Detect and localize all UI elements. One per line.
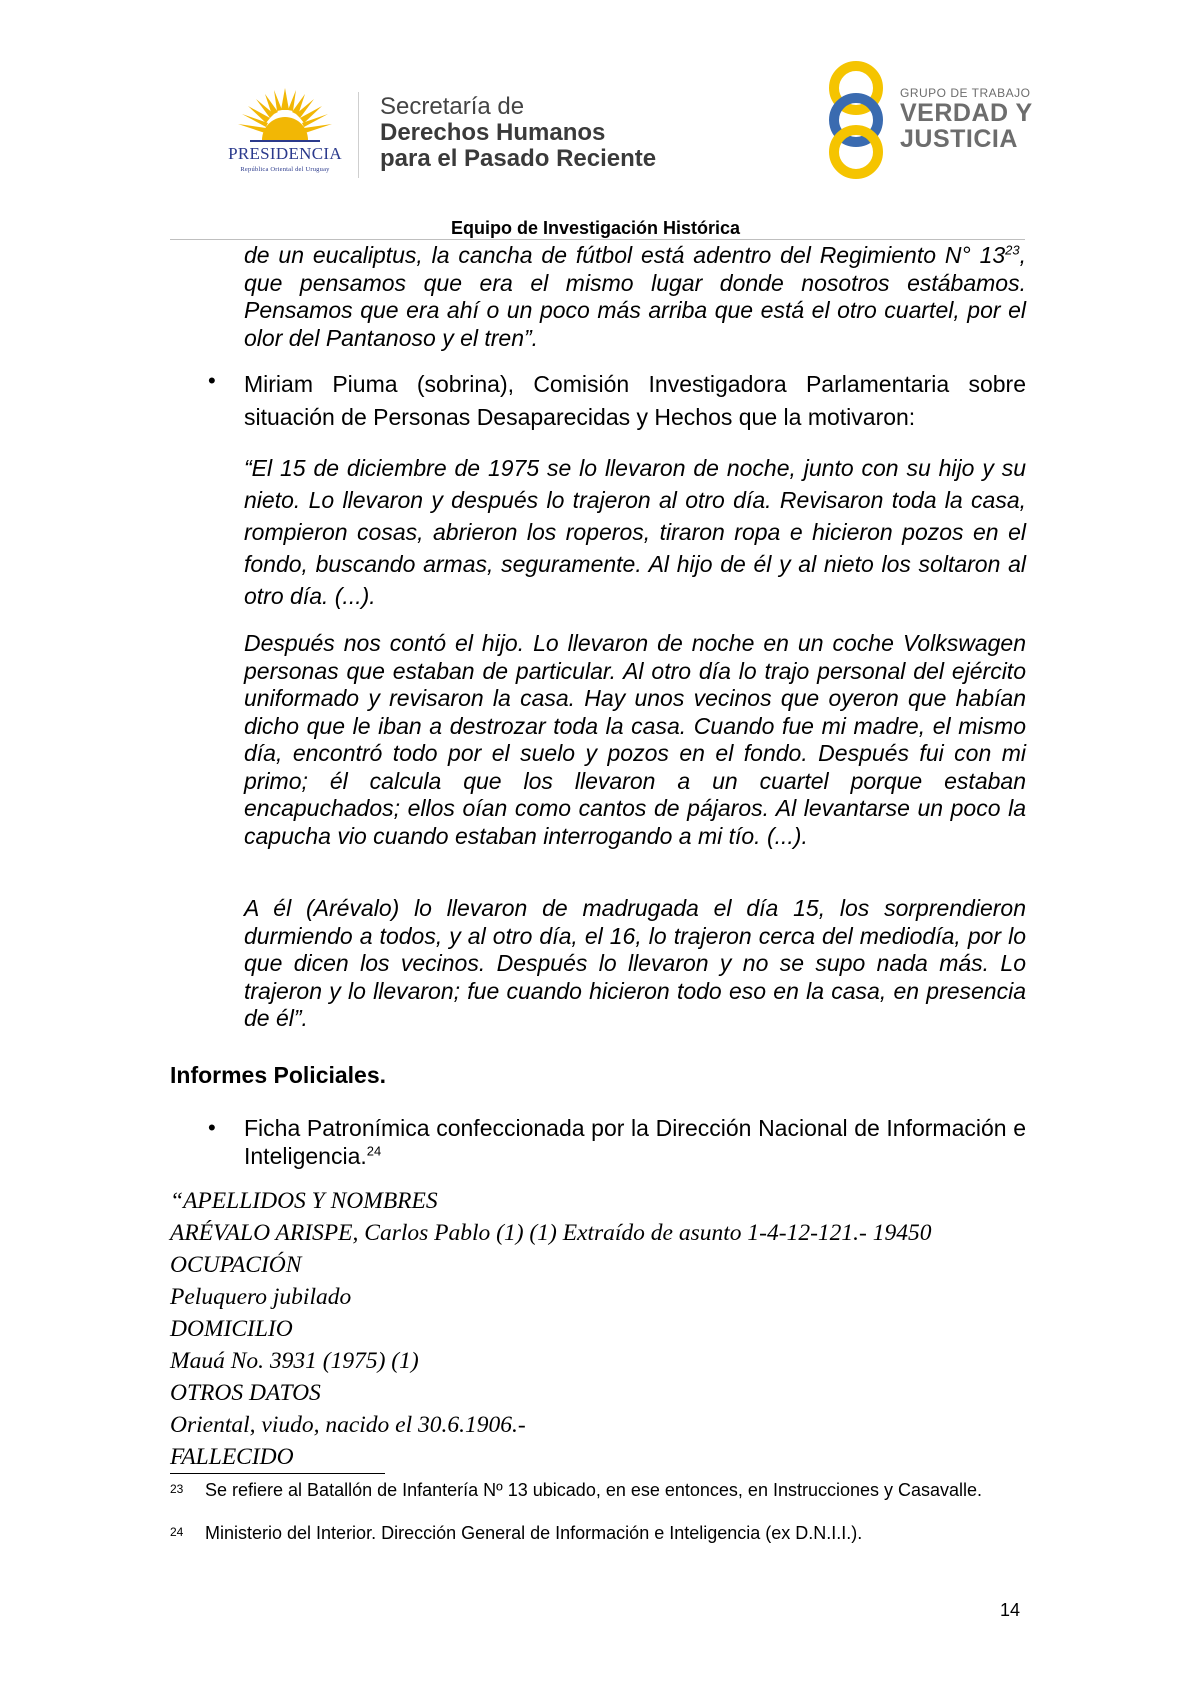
gtvj-line-2: JUSTICIA — [900, 125, 1018, 153]
footnote-number: 24 — [170, 1525, 184, 1539]
ficha-line: Peluquero jubilado — [170, 1284, 352, 1310]
ficha-line: Oriental, viudo, nacido el 30.6.1906.- — [170, 1412, 526, 1438]
page-number: 14 — [1000, 1600, 1021, 1620]
equipo-heading: Equipo de Investigación Histórica — [450, 218, 741, 238]
ficha-patronimica — [170, 1185, 931, 1473]
footnote-ref-24: 24 — [366, 1142, 382, 1158]
footnote-number: 23 — [170, 1482, 184, 1496]
bullet-1-text: Miriam Piuma (sobrina), Comisión Investigadora Parlamentaria sobre situación de Personas Desaparecidas y Hechos que la motivaron: — [244, 371, 1026, 430]
secretaria-line-1: Secretaría de — [380, 93, 525, 120]
quote-continuation — [244, 242, 1026, 352]
quote-line-3: Pensamos que era ahí o un poco más arriba que está el otro cuartel, por — [244, 297, 1001, 323]
bullet-2-text — [244, 1115, 1026, 1170]
presidencia-word: PRESIDENCIA — [228, 144, 342, 163]
ficha-line: ARÉVALO ARISPE, Carlos Pablo (1) (1) Extraído de asunto 1-4-12-121.- 19450 — [170, 1220, 932, 1246]
ficha-line: FALLECIDO — [170, 1444, 294, 1470]
ficha-line: Mauá No. 3931 (1975) (1) — [170, 1348, 419, 1374]
ficha-line: “APELLIDOS Y NOMBRES — [170, 1188, 438, 1214]
bullet-1: • — [208, 368, 216, 393]
quote-num: 13 — [979, 242, 1006, 268]
quote-line-4: el olor del Pantanoso y el tren”. — [244, 297, 1026, 351]
sun-icon — [210, 86, 360, 146]
verdad-justicia-text — [900, 86, 1033, 152]
ficha-line: OCUPACIÓN — [170, 1252, 302, 1278]
presidencia-logo — [210, 86, 360, 174]
footnote-rule — [170, 1473, 385, 1474]
bullet-2-body: Ficha Patronímica confeccionada por la Dirección Nacional de Información e Inteligencia. — [244, 1115, 1026, 1169]
bullet-2: • — [208, 1115, 216, 1140]
quote-paragraph-3: A él (Arévalo) lo llevaron de madrugada el día 15, los sorprendieron durmiendo a todos, y al otro día, el 16, lo trajeron cerca del mediodía, por lo que dicen los vecinos. Después lo llevaron y no se supo nada más. Lo trajeron y lo llevaron; fue cuando hicieron todo eso en la casa, en presencia de él”. — [244, 895, 1026, 1031]
secretaria-line-2: Derechos Humanos — [380, 119, 606, 146]
footnote-text: Ministerio del Interior. Dirección General de Información e Inteligencia (ex D.N.I.I.). — [205, 1523, 863, 1543]
presidencia-subtitle: República Oriental del Uruguay — [240, 166, 330, 173]
footnote-text: Se refiere al Batallón de Infantería Nº 13 ubicado, en ese entonces, en Instrucciones y Casavalle. — [205, 1480, 983, 1500]
informes-heading: Informes Policiales. — [170, 1062, 387, 1088]
quote-line-1: de un eucaliptus, la cancha de fútbol está adentro del Regimiento N° — [244, 242, 971, 268]
header-divider — [358, 92, 359, 178]
header-rule — [170, 239, 1025, 240]
quote-paragraph-2: Después nos contó el hijo. Lo llevaron de noche en un coche Volkswagen personas que estaban de particular. Al otro día lo trajo personal del ejército uniformado y revisaron la casa. Hay unos vecinos que oyeron que habían dicho que le iban a destrozar toda la casa. Cuando fue mi madre, el mismo día, encontró todo por el suelo y pozos en el fondo. Después fui con mi primo; él calcula que los llevaron a un cuartel porque estaban encapuchados; ellos oían como cantos de pájaros. Al levantarse un poco la capucha vio cuando estaban interrogando a mi tío. (...). — [244, 630, 1026, 849]
gtvj-line-1: VERDAD Y — [900, 99, 1033, 127]
quote-paragraph-1: “El 15 de diciembre de 1975 se lo llevaron de noche, junto con su hijo y su nieto. Lo llevaron y después lo trajeron al otro día. Revisaron toda la casa, rompieron cosas, abrieron los roperos, tiraron ropa e hicieron pozos en el fondo, buscando armas, seguramente. Al hijo de él y al nieto los soltaron al otro día. (...). — [244, 455, 1026, 609]
gtvj-small: GRUPO DE TRABAJO — [900, 86, 1031, 100]
secretaria-line-3: para el Pasado Reciente — [380, 145, 657, 172]
ficha-line: OTROS DATOS — [170, 1380, 321, 1406]
ficha-line: DOMICILIO — [170, 1316, 293, 1342]
footnote-ref-23: 23 — [1005, 242, 1020, 258]
quote-line-2: , que pensamos que era el mismo lugar donde nosotros estábamos. — [244, 242, 1027, 296]
secretaria-title — [380, 94, 656, 172]
verdad-justicia-rings-icon — [822, 58, 912, 180]
